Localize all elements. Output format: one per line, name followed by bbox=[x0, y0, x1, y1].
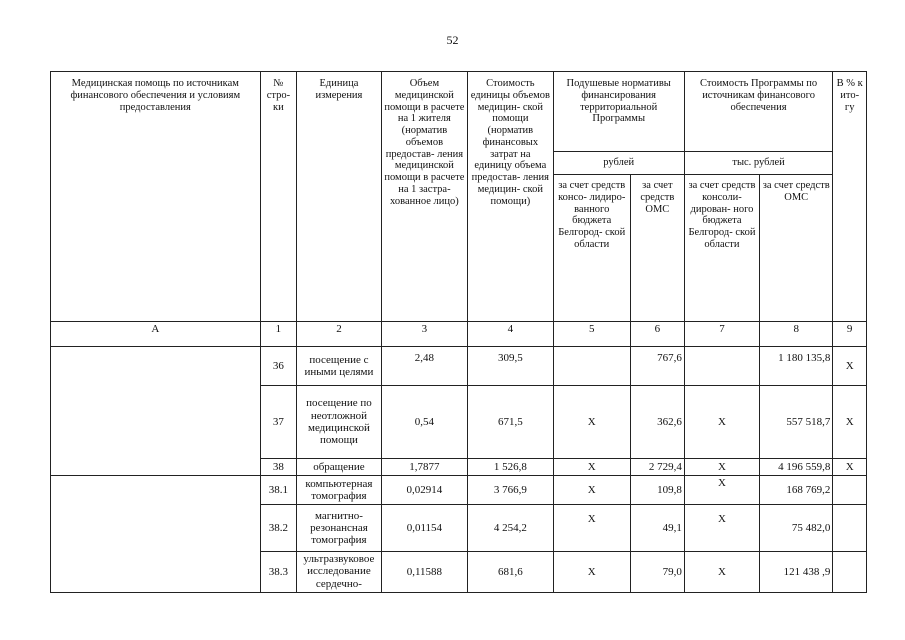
column-number: 4 bbox=[468, 322, 553, 347]
column-number: 3 bbox=[381, 322, 467, 347]
row-number: 38.2 bbox=[260, 505, 297, 552]
row-budget-per-capita: Х bbox=[553, 505, 630, 552]
row-budget-per-capita bbox=[553, 347, 630, 386]
row-oms-per-capita: 49,1 bbox=[630, 505, 684, 552]
row-unit-cost: 309,5 bbox=[468, 347, 553, 386]
row-number: 38 bbox=[260, 459, 297, 476]
row-number: 36 bbox=[260, 347, 297, 386]
row-budget-per-capita: Х bbox=[553, 552, 630, 593]
column-number: 9 bbox=[833, 322, 867, 347]
row-budget-per-capita: Х bbox=[553, 476, 630, 505]
row-percent bbox=[833, 505, 867, 552]
row-unit-cost: 671,5 bbox=[468, 386, 553, 459]
header-col-7: за счет средств консоли- дирован- ного бюджета Белгород- ской области bbox=[684, 175, 759, 322]
row-oms-per-capita: 79,0 bbox=[630, 552, 684, 593]
column-number: 5 bbox=[553, 322, 630, 347]
row-budget-cost bbox=[684, 347, 759, 386]
column-number: 8 bbox=[760, 322, 833, 347]
row-oms-per-capita: 2 729,4 bbox=[630, 459, 684, 476]
row-oms-cost: 75 482,0 bbox=[760, 505, 833, 552]
row-unit: посещение с иными целями bbox=[297, 347, 381, 386]
table-row bbox=[51, 476, 867, 505]
header-unit-rubles: рублей bbox=[553, 152, 684, 175]
row-unit-cost: 681,6 bbox=[468, 552, 553, 593]
row-percent bbox=[833, 552, 867, 593]
row-percent: Х bbox=[833, 347, 867, 386]
row-percent: Х bbox=[833, 386, 867, 459]
row-unit-cost: 3 766,9 bbox=[468, 476, 553, 505]
header-group-per-capita: Подушевые нормативы финансирования территориальной Программы bbox=[553, 72, 684, 152]
header-group-program-cost: Стоимость Программы по источникам финансового обеспечения bbox=[684, 72, 833, 152]
row-unit: обращение bbox=[297, 459, 381, 476]
row-budget-cost: Х bbox=[684, 386, 759, 459]
row-budget-cost: Х bbox=[684, 505, 759, 552]
row-oms-cost: 168 769,2 bbox=[760, 476, 833, 505]
row-volume: 0,11588 bbox=[381, 552, 467, 593]
column-numbers-row bbox=[51, 322, 867, 347]
header-col-5: за счет средств консо- лидиро- ванного бюджета Белгород- ской области bbox=[553, 175, 630, 322]
row-budget-cost: Х bbox=[684, 459, 759, 476]
row-oms-cost: 557 518,7 bbox=[760, 386, 833, 459]
row-volume: 1,7877 bbox=[381, 459, 467, 476]
row-oms-per-capita: 767,6 bbox=[630, 347, 684, 386]
header-col-a: Медицинская помощь по источникам финансового обеспечения и условиям предоставления bbox=[51, 72, 261, 322]
header-col-2: Единица измерения bbox=[297, 72, 381, 322]
row-oms-cost: 121 438 ,9 bbox=[760, 552, 833, 593]
row-volume: 2,48 bbox=[381, 347, 467, 386]
column-number: А bbox=[51, 322, 261, 347]
row-number: 37 bbox=[260, 386, 297, 459]
row-volume: 0,01154 bbox=[381, 505, 467, 552]
row-oms-per-capita: 362,6 bbox=[630, 386, 684, 459]
table-row bbox=[51, 347, 867, 386]
row-unit: магнитно- резонансная томография bbox=[297, 505, 381, 552]
row-oms-cost: 4 196 559,8 bbox=[760, 459, 833, 476]
header-col-6: за счет средств ОМС bbox=[630, 175, 684, 322]
row-budget-per-capita: Х bbox=[553, 459, 630, 476]
row-number: 38.1 bbox=[260, 476, 297, 505]
row-label bbox=[51, 476, 261, 593]
row-unit-cost: 4 254,2 bbox=[468, 505, 553, 552]
row-budget-cost: Х bbox=[684, 552, 759, 593]
header-col-1: № стро- ки bbox=[260, 72, 297, 322]
row-unit: ультразвуковое исследование сердечно- bbox=[297, 552, 381, 593]
row-budget-per-capita: Х bbox=[553, 386, 630, 459]
row-budget-cost: Х bbox=[684, 476, 759, 505]
header-col-4: Стоимость единицы объемов медицин- ской помощи (норматив финансовых затрат на единицу объема предостав- ления медицин- ской помощи) bbox=[468, 72, 553, 322]
row-volume: 0,54 bbox=[381, 386, 467, 459]
row-unit: компьютерная томография bbox=[297, 476, 381, 505]
header-row-1 bbox=[51, 72, 867, 152]
column-number: 2 bbox=[297, 322, 381, 347]
financing-table bbox=[50, 71, 867, 593]
page-number: 52 bbox=[446, 33, 459, 47]
row-unit-cost: 1 526,8 bbox=[468, 459, 553, 476]
row-oms-cost: 1 180 135,8 bbox=[760, 347, 833, 386]
header-col-8: за счет средств ОМС bbox=[760, 175, 833, 322]
row-label bbox=[51, 347, 261, 476]
row-number: 38.3 bbox=[260, 552, 297, 593]
header-col-3: Объем медицинской помощи в расчете на 1 жителя (норматив объемов предостав- ления медицинской помощи в расчете на 1 застра- хованное лицо) bbox=[381, 72, 467, 322]
row-percent: Х bbox=[833, 459, 867, 476]
row-unit: посещение по неотложной медицинской помощи bbox=[297, 386, 381, 459]
column-number: 7 bbox=[684, 322, 759, 347]
column-number: 6 bbox=[630, 322, 684, 347]
row-percent bbox=[833, 476, 867, 505]
header-col-9: В % к ито- гу bbox=[833, 72, 867, 322]
column-number: 1 bbox=[260, 322, 297, 347]
header-unit-thousand-rubles: тыс. рублей bbox=[684, 152, 833, 175]
row-oms-per-capita: 109,8 bbox=[630, 476, 684, 505]
row-volume: 0,02914 bbox=[381, 476, 467, 505]
